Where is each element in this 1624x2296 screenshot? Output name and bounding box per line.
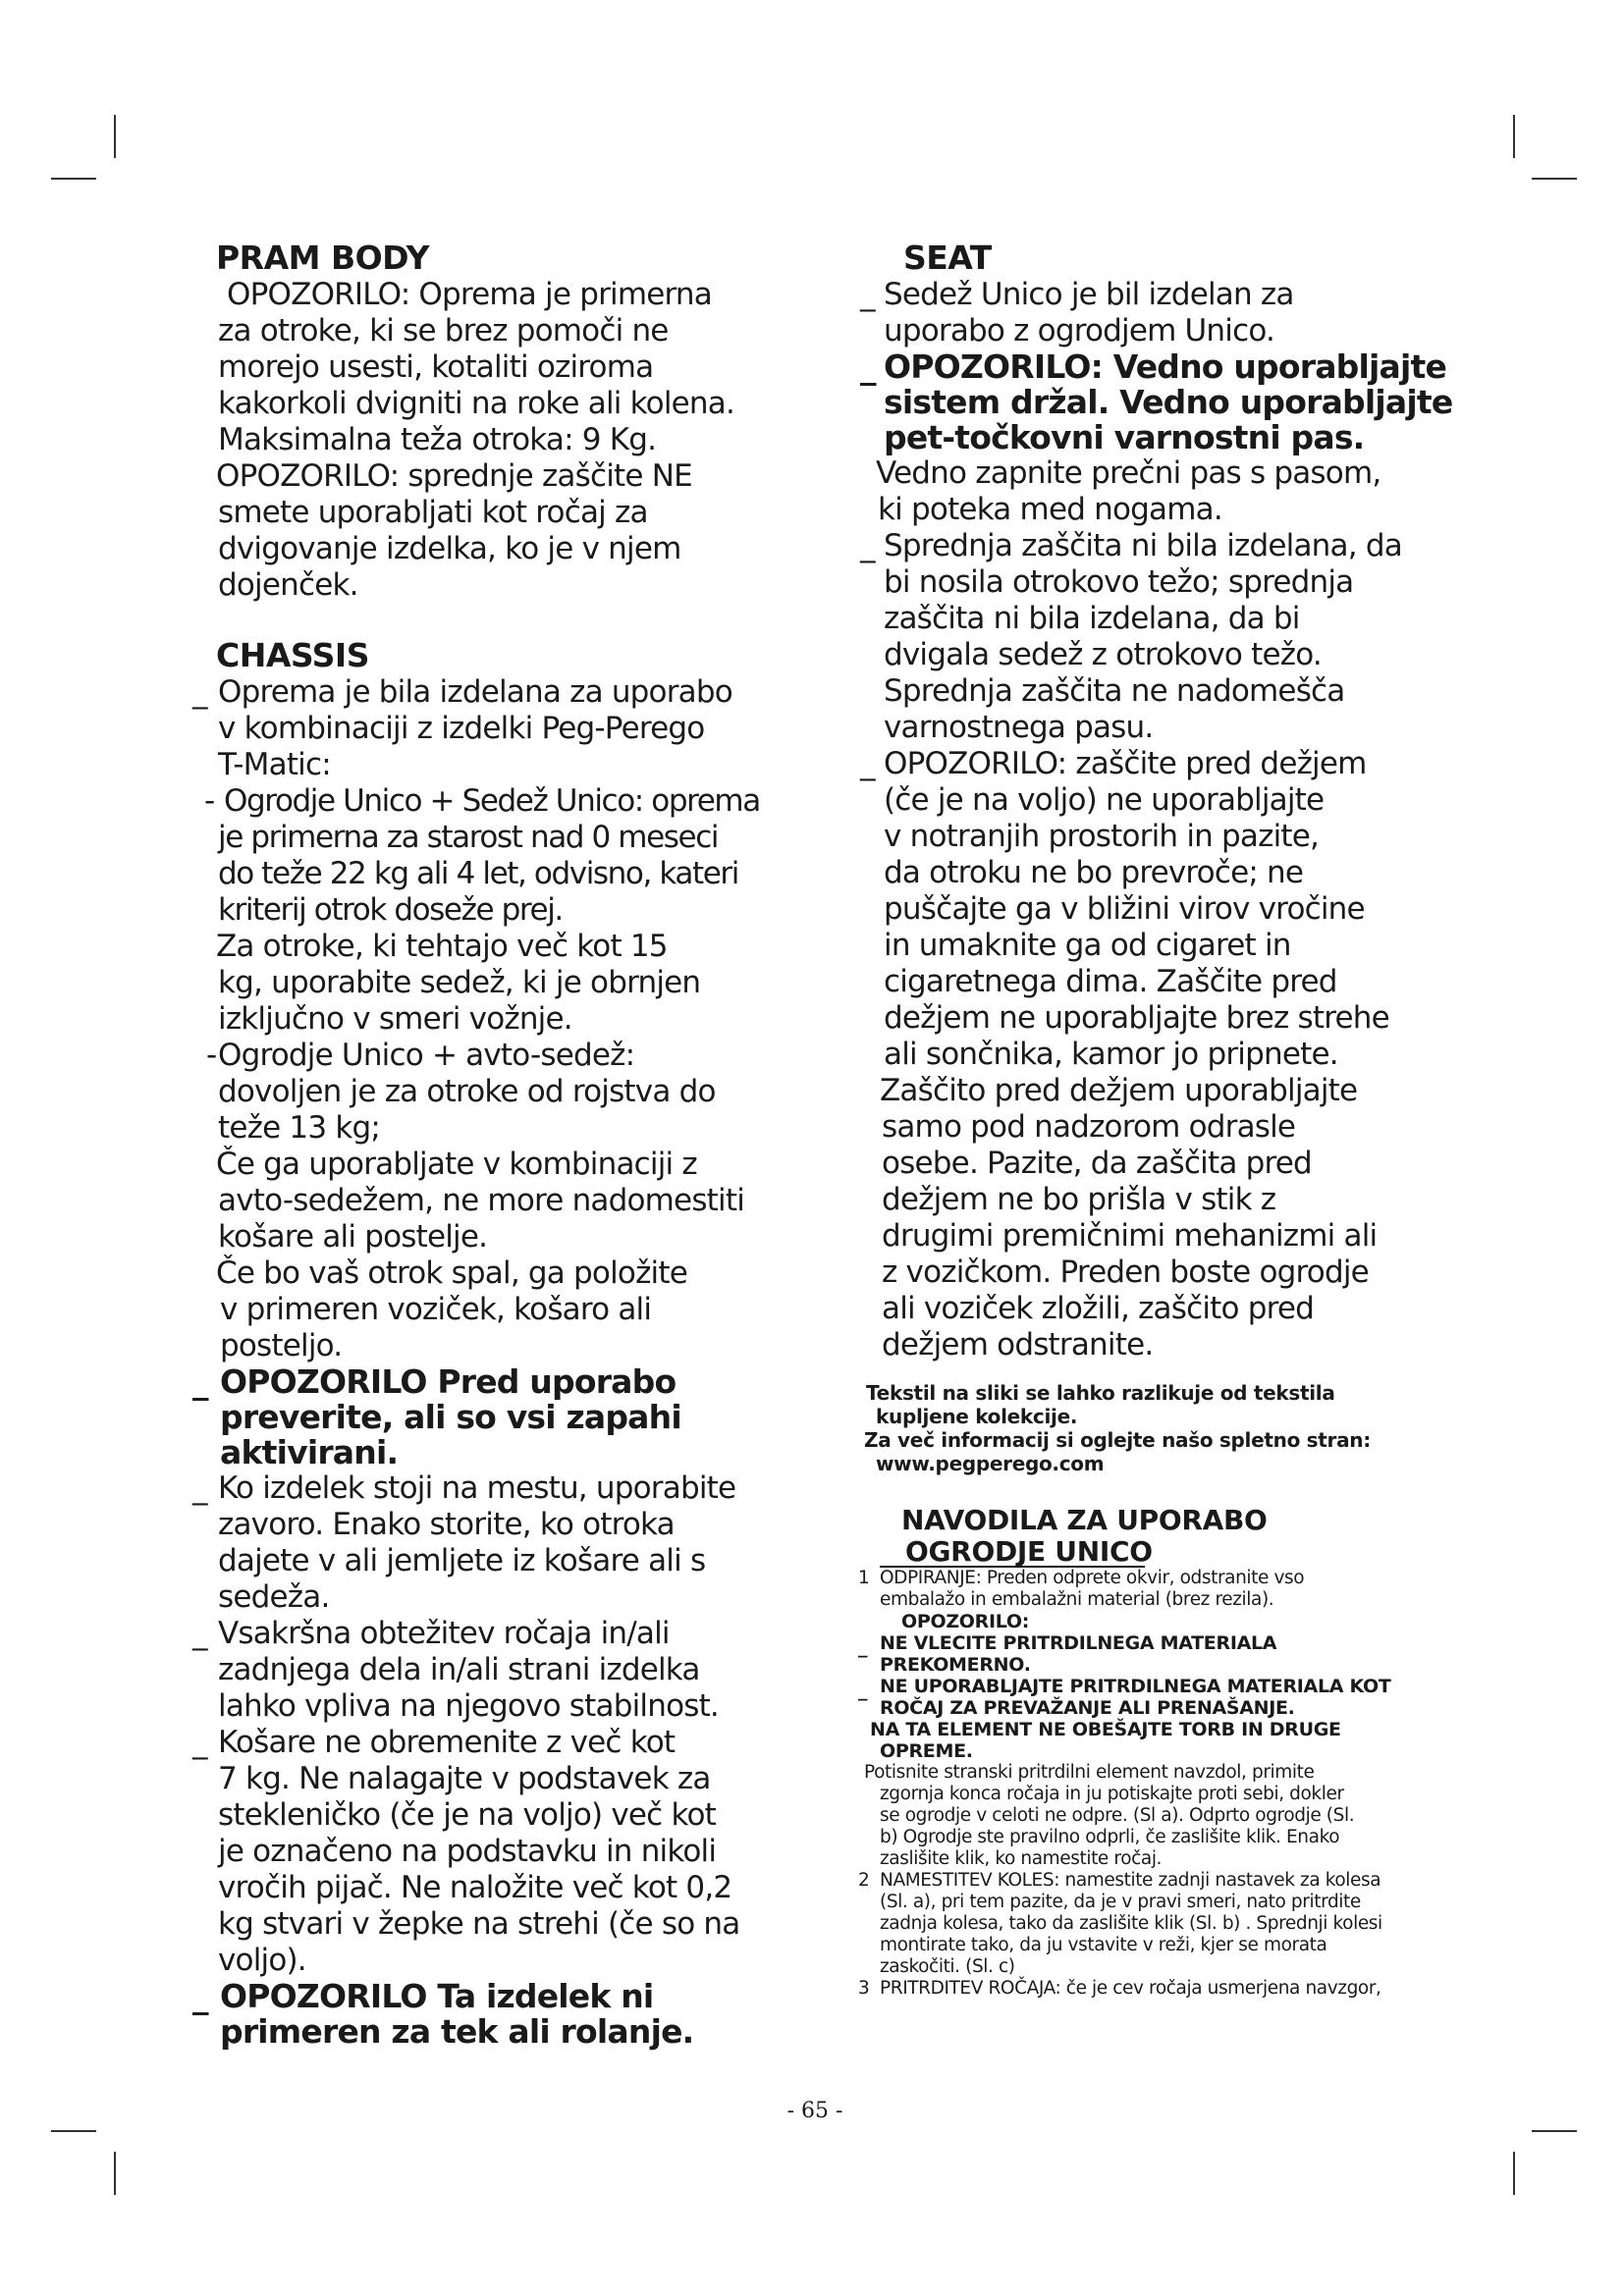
step-item: 3 PRITRDITEV ROČAJA: če je cev ročaja usmerjena navzgor, — [858, 1978, 1381, 1999]
section-heading: NAVODILA ZA UPORABO OGRODJE UNICO — [901, 1504, 1268, 1568]
paragraph: Če ga uporabljate v kombinaciji z avto-sedežem, ne more nadomestiti košare ali postelje. — [216, 1147, 745, 1255]
list-item: _ Sedež Unico je bil izdelan za uporabo z ogrodjem Unico. — [860, 277, 1294, 348]
list-item: _ Košare ne obremenite z več kot 7 kg. Ne nalagajte v podstavek za stekleničko (če je na voljo) več kot je označeno na podstavku in nikoli vročih pijač. Ne naložite več kot 0,2 kg stvari v žepke na strehi (če so na voljo). — [192, 1725, 740, 1978]
crop-mark — [51, 178, 96, 180]
list-item: _ OPOZORILO: zaščite pred dežjem (če je na voljo) ne uporabljajte v notranjih prostorih in pazite, da otroku ne bo prevroče; ne puščajte ga v bližini virov vročine in umaknite ga od cigaret in cigaretnega dima. Zaščite pred dežjem ne uporabljajte brez strehe ali sončnika, kamor jo pripnete. — [860, 746, 1389, 1072]
section-instructions — [858, 1504, 1489, 2000]
crop-mark — [114, 2152, 116, 2195]
step-item: 1 ODPIRANJE: Preden odprete okvir, odstranite vso embalažo in embalažni material (brez rezila). — [858, 1568, 1305, 1610]
section-text: OPOZORILO: Oprema je primerna za otroke, ki se brez pomoči ne morejo usesti, kotaliti oziroma kakorkoli dvigniti na roke ali kolena. Maksimalna teža otroka: 9 Kg. OPOZORILO: sprednje zaščite NE smete uporabljati kot ročaj za dvigovanje izdelka, ko je v njem dojenček. — [216, 277, 735, 603]
section-seat — [860, 239, 1489, 1363]
step-item: 2 NAMESTITEV KOLES: namestite zadnji nastavek za kolesa (Sl. a), pri tem pazite, da je v pravi smeri, nato pritrdite zadnja kolesa, tako da zaslišite klik (Sl. b) . Sprednji kolesi montirate tako, da ju vstavite v reži, kjer se morata zaskočiti. (Sl. c) — [858, 1870, 1382, 1977]
paragraph: Zaščito pred dežjem uporabljajte samo pod nadzorom odrasle osebe. Pazite, da zaščita pred dežjem ne bo prišla v stik z drugimi premičnimi mehanizmi ali z vozičkom. Preden boste ogrodje ali voziček zložili, zaščito pred dežjem odstranite. — [880, 1073, 1378, 1362]
list-item: - Ogrodje Unico + Sedež Unico: oprema je primerna za starost nad 0 meseci do teže 22 kg ali 4 let, odvisno, kateri kriterij otrok doseže prej. — [204, 783, 760, 928]
textile-note: Tekstil na sliki se lahko razlikuje od tekstila kupljene kolekcije. Za več informacij si oglejte našo spletno stran: www.pegperego.com — [864, 1381, 1371, 1475]
list-item: _ Sprednja zaščita ni bila izdelana, da bi nosila otrokovo težo; sprednja zaščita ni bila izdelana, da bi dvigala sedež z otrokovo težo. Sprednja zaščita ne nadomešča varnostnega pasu. — [860, 528, 1402, 745]
crop-mark — [51, 2130, 96, 2132]
warning-item: _ NE VLECITE PRITRDILNEGA MATERIALA PREKOMERNO. — [858, 1632, 1277, 1676]
crop-mark — [1513, 115, 1515, 158]
section-heading: SEAT — [903, 239, 992, 277]
right-column — [858, 239, 1489, 2000]
section-heading: PRAM BODY — [216, 239, 430, 277]
paragraph: Vedno zapnite prečni pas s pasom, ki poteka med nogama. — [876, 455, 1381, 527]
section-heading: CHASSIS — [216, 636, 369, 674]
crop-mark — [1532, 178, 1577, 180]
warning-item: _ NE UPORABLJAJTE PRITRDILNEGA MATERIALA KOT ROČAJ ZA PREVAŽANJE ALI PRENAŠANJE. — [858, 1676, 1391, 1719]
left-column — [192, 239, 825, 2051]
warning-item: NA TA ELEMENT NE OBEŠAJTE TORB IN DRUGE OPREME. — [870, 1719, 1341, 1762]
list-item: _ Vsakršna obtežitev ročaja in/ali zadnjega dela in/ali strani izdelka lahko vpliva na njegovo stabilnost. — [192, 1616, 719, 1724]
paragraph: Če bo vaš otrok spal, ga položite v primeren voziček, košaro ali posteljo. — [216, 1255, 687, 1363]
section-chassis — [192, 636, 825, 2051]
crop-mark — [114, 115, 116, 158]
crop-mark — [1532, 2130, 1577, 2132]
paragraph: Za otroke, ki tehtajo več kot 15 kg, uporabite sedež, ki je obrnjen izključno v smeri vožnje. — [216, 929, 701, 1037]
list-item: _ Ko izdelek stoji na mestu, uporabite zavoro. Enako storite, ko otroka dajete v ali jemljete iz košare ali s sedeža. — [192, 1470, 736, 1615]
warning-item: _ OPOZORILO: Vedno uporabljajte sistem držal. Vedno uporabljajte pet-točkovni varnostni pas. — [860, 347, 1453, 456]
page-number: - 65 - — [786, 2099, 843, 2123]
crop-mark — [1513, 2152, 1515, 2195]
step-paragraph: Potisnite stranski pritrdilni element navzdol, primite zgornja konca ročaja in ju potiskajte proti sebi, dokler se ogrodje v celoti ne odpre. (Sl a). Odprto ogrodje (Sl. b) Ogrodje ste pravilno odprli, če zaslišite klik. Enako zaslišite klik, ko namestite ročaj. — [864, 1762, 1355, 1869]
warning-title: OPOZORILO: — [901, 1611, 1030, 1632]
warning-item: _ OPOZORILO Pred uporabo preverite, ali so vsi zapahi aktivirani. — [192, 1362, 681, 1471]
list-item: - Ogrodje Unico + avto-sedež: dovoljen je za otroke od rojstva do teže 13 kg; — [206, 1038, 716, 1146]
list-item: _ Oprema je bila izdelana za uporabo v kombinaciji z izdelki Peg-Perego T-Matic: — [192, 674, 732, 782]
warning-item: _ OPOZORILO Ta izdelek ni primeren za tek ali rolanje. — [192, 1977, 694, 2051]
section-pram-body — [216, 240, 825, 604]
